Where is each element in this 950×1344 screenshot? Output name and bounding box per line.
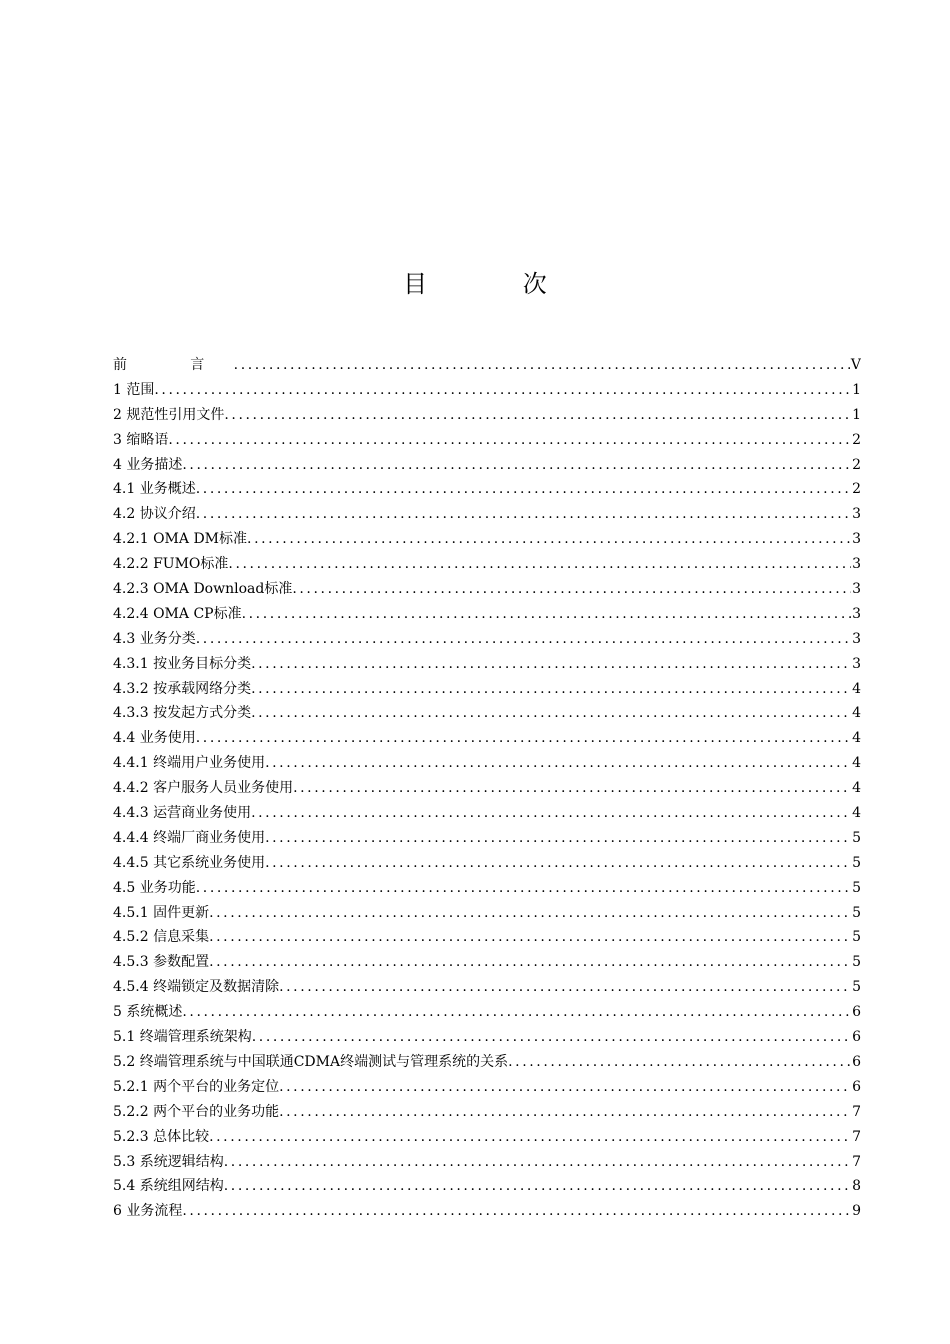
toc-entry-page: 7: [852, 1128, 861, 1145]
toc-entry[interactable]: [113, 726, 861, 751]
toc-dot-leader: [508, 1050, 851, 1075]
toc-dot-leader: [292, 577, 851, 602]
toc-entry-label: 4.4.1 终端用户业务使用: [113, 755, 266, 772]
toc-entry-label: 2 规范性引用文件: [113, 406, 225, 423]
toc-entry-page: 4: [852, 680, 861, 697]
toc-entry-page: 9: [852, 1203, 861, 1220]
toc-entry-label: 4.4.4 终端厂商业务使用: [113, 829, 266, 846]
toc-dot-leader: [168, 428, 851, 453]
toc-entry[interactable]: [113, 602, 861, 627]
toc-dot-leader: [209, 925, 851, 950]
toc-dot-leader: [251, 701, 851, 726]
toc-dot-leader: [265, 751, 851, 776]
toc-entry[interactable]: [113, 1100, 861, 1125]
toc-entry[interactable]: [113, 552, 861, 577]
toc-entry[interactable]: [113, 577, 861, 602]
toc-entry-page: 3: [852, 655, 861, 672]
toc-entry[interactable]: [113, 652, 861, 677]
toc-entry-label: 4.3.1 按业务目标分类: [113, 655, 252, 672]
toc-entry-label: 5.1 终端管理系统架构: [113, 1029, 252, 1046]
toc-entry[interactable]: [113, 1025, 861, 1050]
toc-entry[interactable]: [113, 378, 861, 403]
toc-entry-page: 2: [852, 456, 861, 473]
toc-dot-leader: [252, 1025, 851, 1050]
toc-entry-page: 6: [852, 1053, 861, 1070]
toc-entry-label: 5.2.2 两个平台的业务功能: [113, 1103, 280, 1120]
toc-dot-leader: [251, 801, 851, 826]
toc-dot-leader: [182, 453, 851, 478]
toc-entry[interactable]: [113, 876, 861, 901]
toc-entry-page: 2: [852, 431, 861, 448]
toc-dot-leader: [279, 1075, 851, 1100]
toc-entry-label: 4.3.2 按承载网络分类: [113, 680, 252, 697]
toc-entry-label: 4.4.3 运营商业务使用: [113, 805, 252, 822]
toc-entry-page: 3: [852, 605, 861, 622]
toc-entry-label: 5.2.1 两个平台的业务定位: [113, 1078, 280, 1095]
toc-entry-page: 1: [852, 381, 861, 398]
toc-entry-page: 4: [852, 730, 861, 747]
toc-dot-leader: [224, 1150, 851, 1175]
toc-entry-label: 3 缩略语: [113, 431, 169, 448]
toc-entry-label: 5.3 系统逻辑结构: [113, 1153, 224, 1170]
toc-entry-page: 4: [852, 805, 861, 822]
toc-entry[interactable]: [113, 428, 861, 453]
toc-entry[interactable]: [113, 502, 861, 527]
toc-entry-label: 5.2.3 总体比较: [113, 1128, 210, 1145]
toc-entry[interactable]: [113, 353, 861, 378]
toc-entry-page: 5: [852, 854, 861, 871]
toc-dot-leader: [196, 726, 851, 751]
toc-entry[interactable]: [113, 627, 861, 652]
toc-entry-page: 1: [852, 406, 861, 423]
toc-entry-label: 4.5.1 固件更新: [113, 904, 210, 921]
toc-entry-label: 4 业务描述: [113, 456, 183, 473]
toc-entry-label: 4.4 业务使用: [113, 730, 196, 747]
toc-entry-page: 4: [852, 780, 861, 797]
toc-entry[interactable]: [113, 851, 861, 876]
toc-entry-label: 4.5.3 参数配置: [113, 954, 210, 971]
toc-entry-label: 4.5.2 信息采集: [113, 929, 210, 946]
toc-entry[interactable]: [113, 1150, 861, 1175]
toc-entry[interactable]: [113, 453, 861, 478]
toc-entry-page: 5: [852, 829, 861, 846]
toc-entry-label: 4.4.5 其它系统业务使用: [113, 854, 266, 871]
toc-dot-leader: [182, 1000, 851, 1025]
toc-dot-leader: [209, 901, 851, 926]
toc-dot-leader: [224, 403, 851, 428]
toc-entry-page: 8: [852, 1178, 861, 1195]
toc-entry[interactable]: [113, 925, 861, 950]
toc-entry-page: 3: [852, 506, 861, 523]
toc-entry-label: 5 系统概述: [113, 1004, 183, 1021]
toc-entry[interactable]: [113, 527, 861, 552]
toc-entry[interactable]: [113, 751, 861, 776]
toc-entry-page: 3: [852, 556, 861, 573]
toc-entry-page: 3: [852, 581, 861, 598]
toc-entry[interactable]: [113, 776, 861, 801]
toc-entry-page: 5: [852, 954, 861, 971]
toc-entry-page: 5: [852, 879, 861, 896]
toc-dot-leader: [224, 1174, 851, 1199]
toc-dot-leader: [228, 552, 851, 577]
toc-entry[interactable]: [113, 975, 861, 1000]
toc-entry-label: 4.5 业务功能: [113, 879, 196, 896]
toc-entry-label: 4.1 业务概述: [113, 481, 196, 498]
toc-entry-label: 4.3 业务分类: [113, 630, 196, 647]
toc-entry-page: 3: [852, 531, 861, 548]
toc-entry-page: V: [850, 357, 861, 373]
toc-entry[interactable]: [113, 677, 861, 702]
toc-dot-leader: [251, 652, 851, 677]
toc-entry[interactable]: [113, 1199, 861, 1224]
toc-entry[interactable]: [113, 1125, 861, 1150]
toc-entry[interactable]: [113, 950, 861, 975]
toc-dot-leader: [251, 677, 851, 702]
toc-entry[interactable]: [113, 403, 861, 428]
toc-entry[interactable]: [113, 801, 861, 826]
toc-entry-page: 5: [852, 929, 861, 946]
toc-dot-leader: [279, 975, 851, 1000]
toc-dot-leader: [242, 602, 852, 627]
toc-title: 目 次: [403, 270, 591, 298]
toc-dot-leader: [182, 1199, 851, 1224]
toc-dot-leader: [154, 378, 851, 403]
toc-entry[interactable]: [113, 701, 861, 726]
toc-entry-label: 6 业务流程: [113, 1203, 183, 1220]
toc-dot-leader: [196, 502, 851, 527]
toc-list: [113, 353, 861, 1224]
toc-dot-leader: [279, 1100, 851, 1125]
toc-entry-page: 3: [852, 630, 861, 647]
toc-entry-label: 5.2 终端管理系统与中国联通CDMA终端测试与管理系统的关系: [113, 1053, 509, 1070]
toc-entry-page: 2: [852, 481, 861, 498]
toc-entry-page: 6: [852, 1029, 861, 1046]
toc-dot-leader: [293, 776, 851, 801]
toc-entry-label: 5.4 系统组网结构: [113, 1178, 224, 1195]
toc-entry-page: 7: [852, 1153, 861, 1170]
toc-entry[interactable]: [113, 901, 861, 926]
toc-entry[interactable]: [113, 826, 861, 851]
toc-entry[interactable]: [113, 1050, 861, 1075]
toc-entry-page: 5: [852, 979, 861, 996]
toc-entry[interactable]: [113, 1174, 861, 1199]
toc-dot-leader: [234, 353, 850, 378]
toc-entry-label: 4.2.3 OMA Download标准: [113, 581, 293, 598]
toc-entry-label: 4.4.2 客户服务人员业务使用: [113, 780, 294, 797]
toc-dot-leader: [196, 627, 851, 652]
toc-dot-leader: [265, 826, 851, 851]
toc-dot-leader: [247, 527, 851, 552]
toc-entry-label: 4.2.4 OMA CP标准: [113, 605, 242, 622]
toc-entry-label: 1 范围: [113, 381, 155, 398]
toc-entry[interactable]: [113, 1075, 861, 1100]
toc-entry-label: 4.2.1 OMA DM标准: [113, 531, 248, 548]
toc-dot-leader: [209, 950, 851, 975]
toc-entry-label: 4.3.3 按发起方式分类: [113, 705, 252, 722]
toc-entry[interactable]: [113, 1000, 861, 1025]
toc-entry-page: 4: [852, 705, 861, 722]
toc-entry-label: 前 言: [113, 357, 234, 373]
toc-entry[interactable]: [113, 477, 861, 502]
toc-entry-page: 6: [852, 1004, 861, 1021]
toc-dot-leader: [265, 851, 851, 876]
toc-entry-page: 6: [852, 1078, 861, 1095]
toc-entry-page: 7: [852, 1103, 861, 1120]
toc-dot-leader: [209, 1125, 851, 1150]
toc-entry-page: 4: [852, 755, 861, 772]
toc-entry-page: 5: [852, 904, 861, 921]
toc-dot-leader: [196, 876, 851, 901]
toc-entry-label: 4.2 协议介绍: [113, 506, 196, 523]
toc-entry-label: 4.2.2 FUMO标准: [113, 556, 229, 573]
toc-dot-leader: [196, 477, 851, 502]
toc-entry-label: 4.5.4 终端锁定及数据清除: [113, 979, 280, 996]
